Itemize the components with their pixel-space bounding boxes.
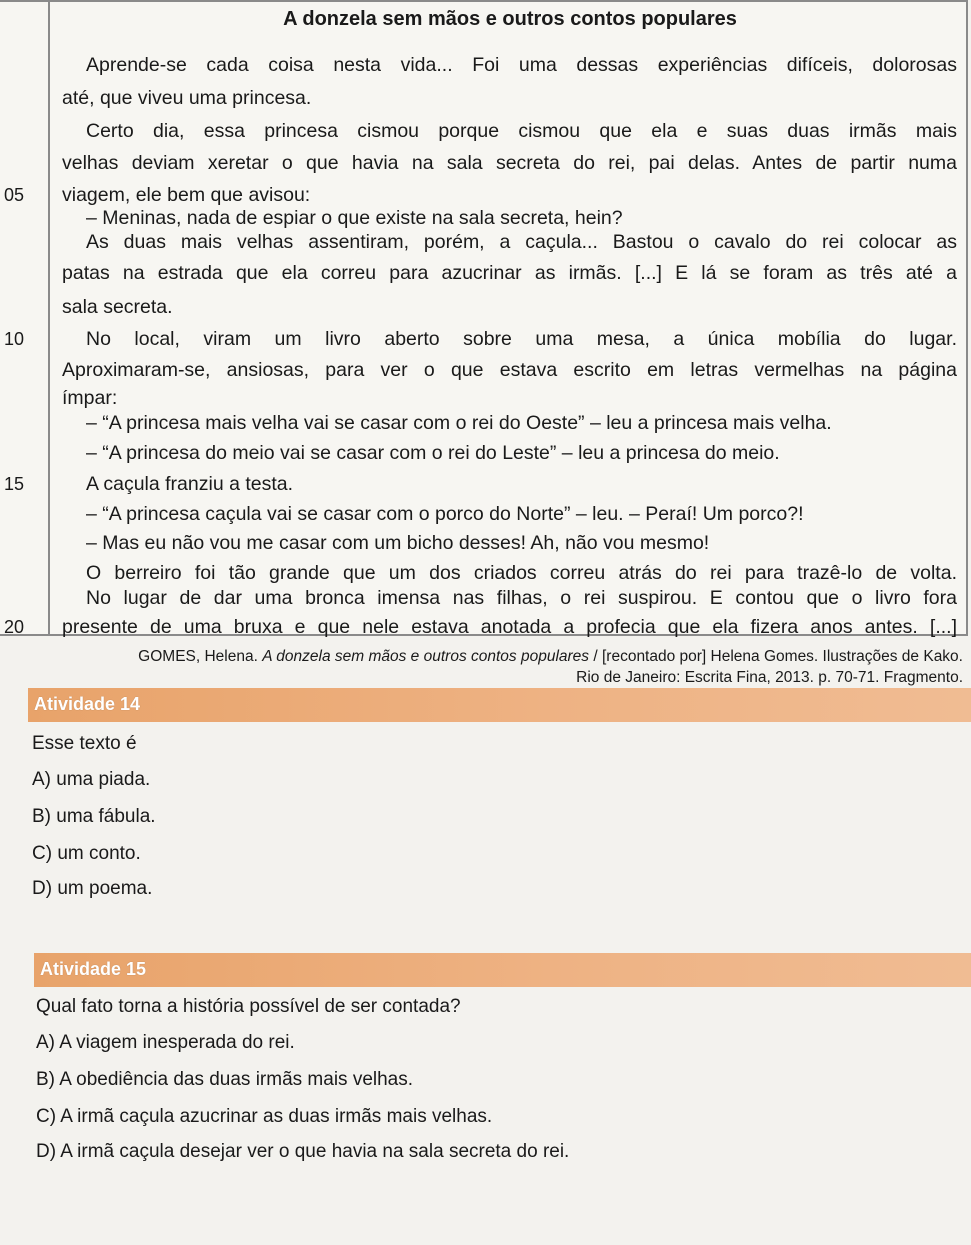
text-line-20: presente de uma bruxa e que nele estava anotada a profecia que ela fizera anos antes. [...] — [62, 616, 957, 638]
text-line-7: As duas mais velhas assentiram, porém, a caçula... Bastou o cavalo do rei colocar as — [86, 231, 957, 253]
text-line-9: sala secreta. — [62, 296, 173, 318]
text-line-8: patas na estrada que ela correu para azucrinar as irmãs. [...] E lá se foram as três até a — [62, 262, 957, 284]
activity-15-option-a[interactable]: A) A viagem inesperada do rei. — [36, 1032, 295, 1053]
text-line-6: – Meninas, nada de espiar o que existe na sala secreta, hein? — [86, 207, 623, 229]
activity-14-banner — [28, 688, 971, 722]
text-line-3: Certo dia, essa princesa cismou porque cismou que ela e suas duas irmãs mais — [86, 120, 957, 142]
text-line-5: viagem, ele bem que avisou: — [62, 184, 311, 206]
activity-15-banner — [34, 953, 971, 987]
text-line-17: – Mas eu não vou me casar com um bicho desses! Ah, não vou mesmo! — [86, 532, 710, 554]
source-citation-line-1 — [63, 647, 963, 667]
activity-15-option-d[interactable]: D) A irmã caçula desejar ver o que havia na sala secreta do rei. — [36, 1141, 570, 1162]
line-number-column — [0, 0, 50, 636]
activity-15-option-c[interactable]: C) A irmã caçula azucrinar as duas irmãs mais velhas. — [36, 1106, 493, 1127]
activity-15-option-b[interactable]: B) A obediência das duas irmãs mais velhas. — [36, 1069, 414, 1090]
activity-14-heading: Atividade 14 — [34, 694, 141, 714]
text-line-4: velhas deviam xeretar o que havia na sala secreta do rei, pai delas. Antes de partir numa — [62, 152, 957, 174]
text-line-2: até, que viveu uma princesa. — [62, 87, 312, 109]
line-number-15: 15 — [4, 474, 25, 494]
text-line-15: A caçula franziu a testa. — [86, 473, 294, 495]
activity-15-heading: Atividade 15 — [40, 959, 147, 979]
activity-14-option-a[interactable]: A) uma piada. — [32, 769, 151, 790]
text-line-12: ímpar: — [62, 387, 118, 409]
text-title: A donzela sem mãos e outros contos populares — [283, 8, 737, 30]
text-line-14: – “A princesa do meio vai se casar com o rei do Leste” – leu a princesa do meio. — [86, 442, 780, 464]
line-number-20: 20 — [4, 617, 25, 637]
activity-14-option-b[interactable]: B) uma fábula. — [32, 806, 156, 827]
source-author: GOMES, Helena. — [138, 648, 263, 665]
text-line-10: No local, viram um livro aberto sobre uma mesa, a única mobília do lugar. — [86, 328, 957, 350]
line-number-10: 10 — [4, 329, 25, 349]
text-line-1: Aprende-se cada coisa nesta vida... Foi uma dessas experiências difíceis, dolorosas — [86, 54, 957, 76]
source-citation-line-2: Rio de Janeiro: Escrita Fina, 2013. p. 70-71. Fragmento. — [576, 669, 963, 686]
text-line-19: No lugar de dar uma bronca imensa nas filhas, o rei suspirou. E contou que o livro fora — [86, 587, 957, 609]
activity-14-option-c[interactable]: C) um conto. — [32, 843, 141, 864]
activity-15-question: Qual fato torna a história possível de ser contada? — [36, 996, 461, 1017]
line-number-05: 05 — [4, 185, 25, 205]
source-book-title: A donzela sem mãos e outros contos populares — [262, 648, 590, 665]
text-line-18: O berreiro foi tão grande que um dos criados correu atrás do rei para trazê-lo de volta. — [86, 562, 957, 584]
text-line-13: – “A princesa mais velha vai se casar com o rei do Oeste” – leu a princesa mais velha. — [86, 412, 832, 434]
text-line-16: – “A princesa caçula vai se casar com o porco do Norte” – leu. – Peraí! Um porco?! — [86, 503, 804, 525]
source-credits: / [recontado por] Helena Gomes. Ilustrações de Kako. — [589, 648, 963, 665]
text-line-11: Aproximaram-se, ansiosas, para ver o que estava escrito em letras vermelhas na página — [62, 359, 957, 381]
activity-14-option-d[interactable]: D) um poema. — [32, 878, 153, 899]
activity-14-question: Esse texto é — [32, 733, 137, 754]
